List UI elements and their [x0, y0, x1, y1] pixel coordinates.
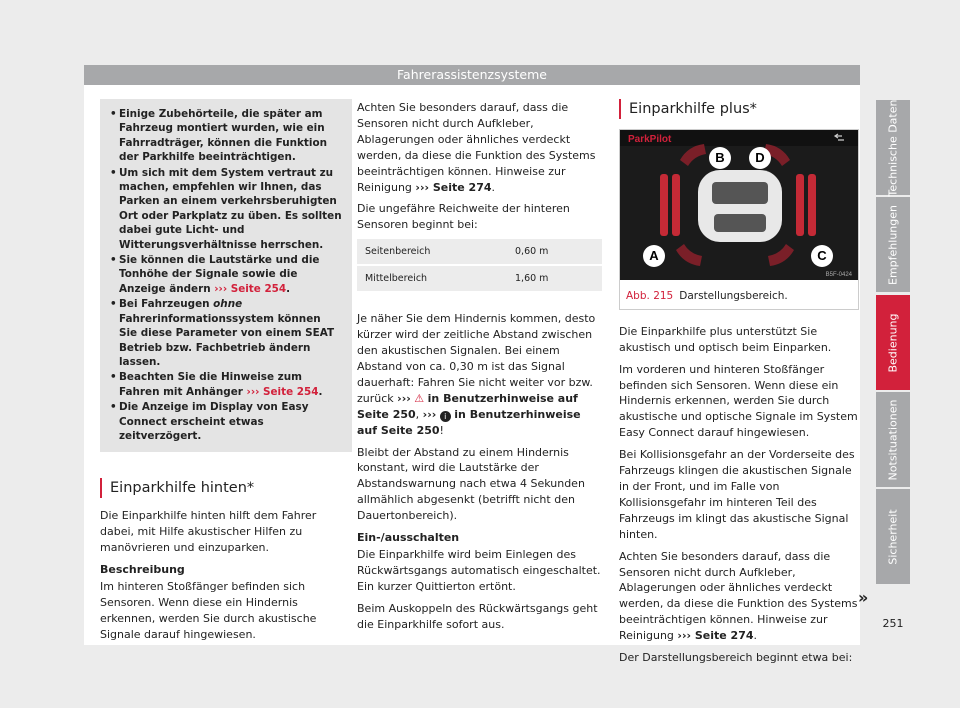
paragraph: Die Einparkhilfe hinten hilft dem Fahrer dabei, mit Hilfe akustischer Hilfen zu manövrieren und einzuparken. — [100, 509, 317, 555]
info-icon: i — [440, 411, 451, 422]
paragraph: Im vorderen und hinteren Stoßfänger befinden sich Sensoren. Wenn diese ein Hindernis erkennen, werden Sie durch akustische und optische Signale im System Easy Connect darauf hingewiesen. — [619, 362, 858, 440]
svg-text:A: A — [649, 248, 659, 263]
svg-text:B: B — [715, 150, 725, 165]
paragraph: Beim Auskoppeln des Rückwärtsgangs geht die Einparkhilfe sofort aus. — [357, 601, 598, 631]
svg-text:B5F-0424: B5F-0424 — [825, 272, 852, 278]
page-number: 251 — [882, 617, 904, 630]
tab-notsituationen[interactable]: Notsituationen — [876, 392, 910, 487]
table-row: Seitenbereich 0,60 m — [357, 239, 602, 264]
tab-empfehlungen[interactable]: Empfehlungen — [876, 197, 910, 292]
tab-bedienung[interactable]: Bedienung — [876, 295, 910, 390]
paragraph: Der Darstellungsbereich beginnt etwa bei: — [619, 651, 853, 665]
page-link[interactable]: in Benutzerhinweise auf Seite 250 — [357, 407, 581, 437]
tab-technische-daten[interactable]: Technische Daten — [876, 100, 910, 195]
page-link[interactable]: ››› Seite 274 — [415, 180, 492, 194]
page-link[interactable]: ››› Seite 254 — [246, 385, 319, 398]
page-link[interactable]: in Benutzerhinweise auf Seite 250 — [357, 391, 578, 421]
page — [84, 65, 860, 665]
note-item: • Beachten Sie die Hinweise zum Fahren mit Anhänger ››› Seite 254. — [110, 371, 323, 398]
svg-text:C: C — [817, 248, 827, 263]
paragraph: Bleibt der Abstand zu einem Hindernis konstant, wird die Lautstärke der Abstandswarnung nach etwa 4 Sekunden allmählich abgesenkt (betrifft nicht den Dauertonbereich). — [357, 445, 585, 523]
subheading: Ein-/ausschalten — [357, 531, 460, 545]
paragraph: Achten Sie besonders darauf, dass die Sensoren nicht durch Aufkleber, Ablagerungen oder ähnliches verdeckt werden, da diese die Funktion des Systems beeinträchtigen können. Hinweise zur Reinigung ››› Seite 274. — [619, 549, 858, 643]
column-2 — [357, 100, 602, 638]
running-header: Fahrerassistenzsysteme — [84, 65, 860, 85]
figure — [619, 129, 859, 310]
paragraph: Die ungefähre Reichweite der hinteren Sensoren beginnt bei: — [357, 202, 570, 232]
section-title: Einparkhilfe hinten* — [100, 478, 352, 498]
note-item: • Die Anzeige im Display von Easy Connect erscheint etwas zeitverzögert. — [110, 401, 309, 442]
note-item: • Um sich mit dem System vertraut zu machen, empfehlen wir Ihnen, das Parken an einem verkehrsberuhigten Ort oder Parkplatz zu üben. Es sollten dabei gute Licht- und Witterungsverhältnisse herrschen. — [110, 166, 342, 251]
column-3 — [619, 99, 859, 672]
tab-sicherheit[interactable]: Sicherheit — [876, 489, 910, 584]
paragraph: Achten Sie besonders darauf, dass die Sensoren nicht durch Aufkleber, Ablagerungen oder ähnliches verdeckt werden, da diese die Funktion des Systems beeinträchtigen können. Hinweise zur Reinigung ››› Seite 274. — [357, 101, 596, 194]
note-item: • Sie können die Lautstärke und die Tonhöhe der Signale sowie die Anzeige ändern ››› Seite 254. — [110, 254, 320, 295]
paragraph: Die Einparkhilfe plus unterstützt Sie akustisch und optisch beim Einparken. — [619, 324, 832, 354]
svg-text:ParkPilot: ParkPilot — [628, 134, 672, 145]
paragraph: Bei Kollisionsgefahr an der Vorderseite des Fahrzeugs klingen die akustischen Signale in der Front, und im Falle von Kollisionsgefahr im hinteren Teil des Fahrzeugs im klingt das akustische Signal hinten. — [619, 448, 855, 541]
note-item: • Bei Fahrzeugen ohne Fahrerinformationssystem können Sie diese Parameter von einem SEAT Betrieb bzw. Fachbetrieb ändern lassen. — [110, 298, 335, 368]
continue-arrow-icon: » — [858, 588, 869, 607]
page-link[interactable]: ››› Seite 254 — [214, 282, 287, 295]
note-box — [100, 99, 352, 452]
range-table — [357, 239, 602, 291]
column-1 — [100, 99, 352, 649]
paragraph: Je näher Sie dem Hindernis kommen, desto kürzer wird der zeitliche Abstand zwischen den akustischen Signalen. Bei einem Abstand von ca. 0,30 m ist das Signal dauerhaft: Fahren Sie nicht weiter vor bzw. zurück ››› ⚠ in Benutzerhinweise auf Seite 250, ››› i in Benutzerhinweise auf Seite 250! — [357, 312, 596, 437]
warning-icon: ⚠ — [414, 391, 425, 405]
page-link[interactable]: ››› Seite 274 — [677, 629, 754, 643]
table-row: Mittelbereich 1,60 m — [357, 266, 602, 291]
parkpilot-screen-image — [620, 130, 858, 280]
paragraph: Im hinteren Stoßfänger befinden sich Sensoren. Wenn diese ein Hindernis erkennen, werden Sie durch akustische Signale darauf hingewiesen. — [100, 579, 317, 641]
note-item: • Einige Zubehörteile, die später am Fahrzeug montiert wurden, wie ein Fahrradträger, können die Funktion der Parkhilfe beeinträchtigen. — [110, 108, 327, 164]
subheading: Beschreibung — [100, 563, 185, 577]
figure-caption: Abb. 215 Darstellungsbereich. — [626, 289, 788, 302]
section-title: Einparkhilfe plus* — [619, 99, 859, 119]
paragraph: Die Einparkhilfe wird beim Einlegen des Rückwärtsgangs automatisch eingeschaltet. Ein kurzer Quittierton ertönt. — [357, 547, 601, 593]
svg-text:D: D — [755, 150, 765, 165]
